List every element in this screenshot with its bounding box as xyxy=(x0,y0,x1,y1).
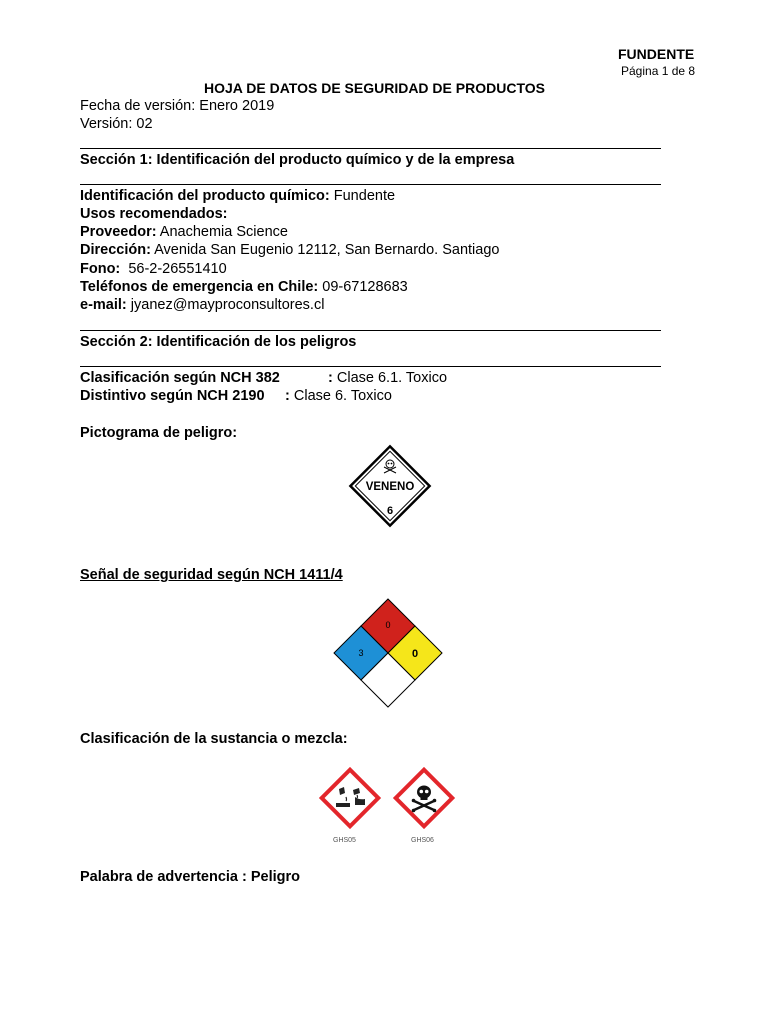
field-value: Clase 6.1. Toxico xyxy=(332,370,448,386)
field-label: Usos recomendados: xyxy=(80,206,228,222)
nfpa-right-value: 0 xyxy=(411,648,419,660)
header-product: FUNDENTE xyxy=(618,46,695,62)
field-address xyxy=(80,241,499,259)
document-title: HOJA DE DATOS DE SEGURIDAD DE PRODUCTOS xyxy=(204,80,545,96)
field-value: Clase 6. Toxico xyxy=(289,388,392,404)
substance-classification-label: Clasificación de la sustancia o mezcla: xyxy=(80,731,348,747)
field-value: 09-67128683 xyxy=(318,279,408,295)
field-value: Fundente xyxy=(329,188,396,204)
distintivo-nch2190 xyxy=(80,387,265,405)
field-label: Proveedor: xyxy=(80,224,157,240)
nfpa-top-value: 0 xyxy=(385,620,391,630)
divider xyxy=(80,366,661,367)
field-label: Distintivo según NCH 2190 xyxy=(80,388,265,404)
version-date: Fecha de versión: Enero 2019 xyxy=(80,98,275,114)
section-2-heading: Sección 2: Identificación de los peligros xyxy=(80,334,357,350)
divider xyxy=(80,330,661,331)
divider xyxy=(80,148,661,149)
field-value: Avenida San Eugenio 12112, San Bernardo. Santiago xyxy=(150,242,500,258)
pictogram-class: 6 xyxy=(386,505,394,517)
signal-label: Señal de seguridad según NCH 1411/4 xyxy=(80,567,343,583)
classification-nch382-value: : Clase 6.1. Toxico xyxy=(328,370,448,386)
pictogram-word: VENENO xyxy=(365,481,415,493)
field-label: Dirección: xyxy=(80,242,151,258)
section-1-heading: Sección 1: Identificación del producto químico y de la empresa xyxy=(80,152,515,168)
field-phone xyxy=(80,260,227,278)
field-email xyxy=(80,296,324,314)
field-recommended-uses xyxy=(80,205,227,223)
field-value: 56-2-26551410 xyxy=(120,261,227,277)
veneno-pictogram xyxy=(346,442,434,530)
header-page-number: Página 1 de 8 xyxy=(621,64,696,78)
nfpa-left-value: 3 xyxy=(358,648,364,658)
field-value: Anachemia Science xyxy=(156,224,288,240)
divider xyxy=(80,184,661,185)
distintivo-nch2190-value: : Clase 6. Toxico xyxy=(285,388,392,404)
ghs06-code: GHS06 xyxy=(411,837,434,844)
field-label: Teléfonos de emergencia en Chile: xyxy=(80,279,319,295)
field-value: jyanez@mayproconsultores.cl xyxy=(126,297,325,313)
field-label: Fono: xyxy=(80,261,121,277)
ghs06-pictogram xyxy=(393,767,455,829)
nfpa-diamond xyxy=(332,597,444,709)
field-label: Identificación del producto químico: xyxy=(80,188,330,204)
version-number: Versión: 02 xyxy=(80,116,153,132)
field-provider xyxy=(80,223,288,241)
classification-nch382 xyxy=(80,369,280,387)
field-product-id xyxy=(80,187,395,205)
ghs05-code: GHS05 xyxy=(333,837,356,844)
field-emergency-phone xyxy=(80,278,408,296)
field-label: Clasificación según NCH 382 xyxy=(80,370,280,386)
warning-word: Palabra de advertencia : Peligro xyxy=(80,869,301,885)
field-label: e-mail: xyxy=(80,297,127,313)
ghs05-pictogram xyxy=(319,767,381,829)
pictogram-label: Pictograma de peligro: xyxy=(80,425,238,441)
